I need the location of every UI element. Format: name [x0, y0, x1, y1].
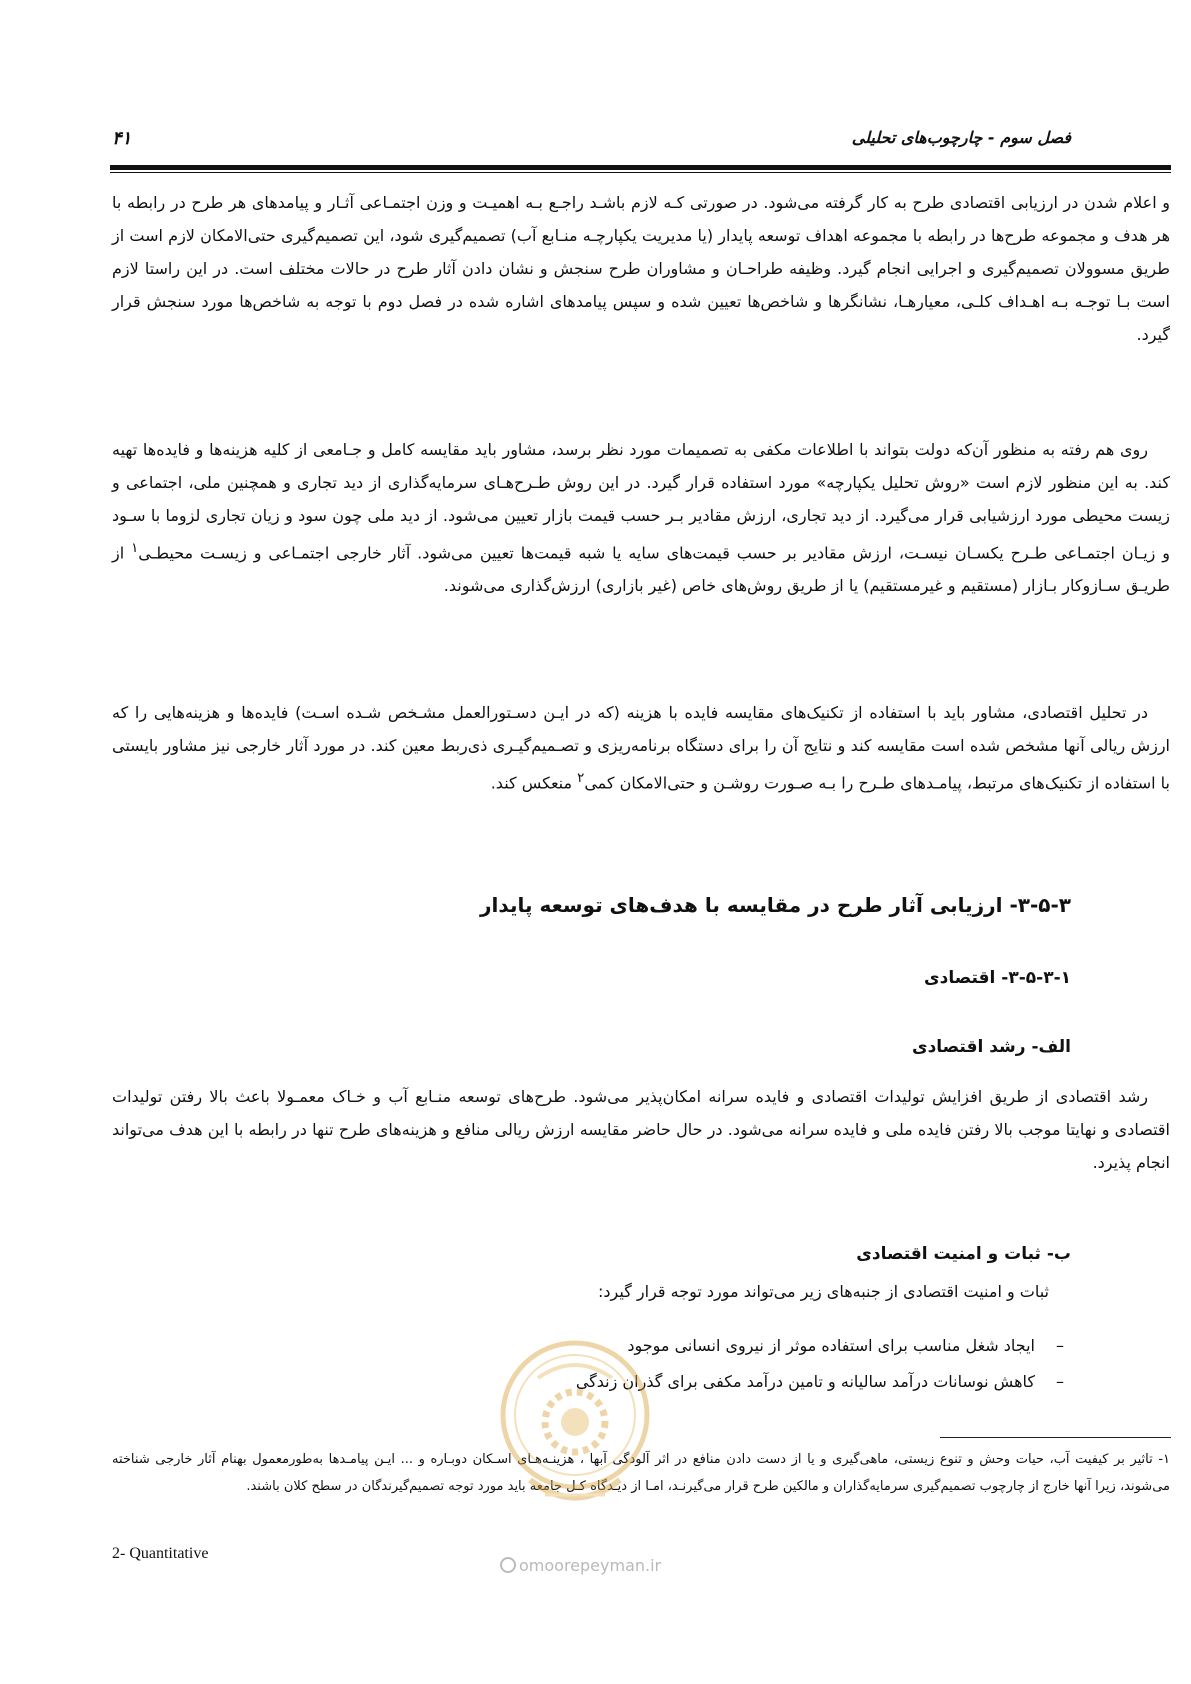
bullet-text: کاهش نوسانات درآمد سالیانه و تامین درآمد مکفی برای گذران زندگی — [575, 1372, 1035, 1391]
footnote-1: ۱- تاثیر بر کیفیت آب، حیات وحش و تنوع زیستی، ماهی‌گیری و یا از دست دادن منافع در اثر آلودگی آبها ، هزینـه‌هـای اسـکان دوبـاره و ... ایـن پیامـدها به‌طورمعمول بهنام آثار خارجی شناخته می‌شوند، زیرا آنها خارج از چارچوب تصمیم‌گیری سرمایه‌گذاران و مالکین طرح قرار می‌گیرنـد، امـا از دیـدگاه کـل جامعه باید مورد توجه تصمیم‌گیرندگان در سطح کلان باشند. — [112, 1452, 1170, 1494]
watermark-seal-logo — [490, 1330, 660, 1530]
paragraph-3-part-1: در تحلیل اقتصادی، مشاور باید با استفاده از تکنیک‌های مقایسه فایده با هزینه (که در ایـن دسـتورالعمل مشـخص شـده اسـت) فایده‌ها و هزینه‌هایی را که ارزش ریالی آنها مشخص شده است مقایسه کند و نتایج آن را برای دستگاه برنامه‌ریزی و تصـمیم‌گیـری ذی‌ربط معین کند. در مورد آثار خارجی نیز مشاور بایستی با استفاده از تکنیک‌های مرتبط، پیامـدهای طـرح را بـه صـورت روشـن و حتی‌الامکان کمی — [112, 703, 1170, 793]
footnote-ref-2: ۲ — [577, 771, 585, 786]
paragraph-2-part-2: از طریـق سـازوکار بـازار (مستقیم و غیرمستقیم) یا از طریق روش‌های خاص (غیر بازاری) ارزش‌گذاری می‌شوند. — [112, 543, 1170, 596]
bullet-text: ایجاد شغل مناسب برای استفاده موثر از نیروی انسانی موجود — [627, 1336, 1035, 1355]
watermark-url — [500, 1556, 661, 1575]
running-header-title: فصل سوم - چارچوب‌های تحلیلی — [851, 128, 1071, 147]
page-number: ۴۱ — [112, 128, 132, 149]
footnote-2: 2- Quantitative — [112, 1545, 209, 1562]
paragraph-1: و اعلام شدن در ارزیابی اقتصادی طرح به کار گرفته می‌شود. در صورتی کـه لازم باشـد راجـع بـه اهمیـت و وزن اجتمـاعی آثـار و پیامدهای هر طرح در رابطه با هر هدف و مجموعه طرح‌ها در رابطه با مجموعه اهداف توسعه پایدار (یا مدیریت یکپارچـه منـابع آب) تصمیم‌گیری شود، این تصمیم‌گیری حتی‌الامکان لازم است از طریق مسوولان تصمیم‌گیری و اجرایی انجام گیرد. وظیفه طراحـان و مشاوران طرح سنجش و نشان دادن آثار طرح در حالات مختلف است. در این راستا لازم است بـا توجـه بـه اهـداف کلـی، معیارهـا، نشانگرها و شاخص‌ها تعیین شده و سپس پیامدهای اشاره شده در فصل دوم با توجه به شاخص‌ها مورد سنجش قرار گیرد. — [112, 193, 1170, 344]
section-heading: ۳-۵-۳- ارزیابی آثار طرح در مقایسه با هدف‌های توسعه پایدار — [480, 893, 1071, 917]
paragraph-2 — [112, 433, 1170, 602]
header-rule-thin — [110, 172, 1171, 173]
globe-icon — [500, 1557, 516, 1573]
part-a-heading: الف- رشد اقتصادی — [911, 1037, 1071, 1057]
bullet-dash: – — [1056, 1336, 1064, 1355]
part-b-heading: ب- ثبات و امنیت اقتصادی — [856, 1244, 1071, 1264]
footnote-ref-1: ۱ — [131, 541, 139, 556]
footnote-separator — [940, 1437, 1171, 1438]
paragraph-3 — [112, 696, 1170, 799]
part-a-paragraph: رشد اقتصادی از طریق افزایش تولیدات اقتصادی و فایده سرانه امکان‌پذیر می‌شود. طرح‌های توسعه منـابع آب و خـاک معمـولا باعث بالا رفتن تولیدات اقتصادی و نهایتا موجب بالا رفتن فایده ملی و فایده سرانه می‌شود. در حال حاضر مقایسه ارزش ریالی منافع و هزینه‌های طرح تنها در رابطه با این هدف می‌تواند انجام پذیرد. — [112, 1087, 1170, 1172]
watermark-url-text: omoorepeyman.ir — [519, 1556, 662, 1575]
subsection-heading: ۳-۵-۳-۱- اقتصادی — [924, 968, 1071, 988]
header-rule-thick — [110, 165, 1171, 170]
paragraph-3-part-2: منعکس کند. — [490, 773, 578, 793]
part-b-intro: ثبات و امنیت اقتصادی از جنبه‌های زیر می‌تواند مورد توجه قرار گیرد: — [598, 1282, 1049, 1301]
bullet-dash: – — [1056, 1372, 1064, 1391]
paragraph-2-part-1: روی هم رفته به منظور آن‌که دولت بتواند با اطلاعات مکفی به تصمیمات مورد نظر برسد، مشاور باید مقایسه کامل و جـامعی از کلیه هزینه‌ها و فایده‌ها تهیه کند. به این منظور لازم است «روش تحلیل یکپارچه» مورد استفاده قرار گیرد. در این روش طـرح‌هـای سرمایه‌گذاری از دید تجاری و همچنین ملی، اجتماعی و زیست محیطی مورد ارزشیابی قرار می‌گیرد. از دید تجاری، ارزش مقادیر بـر حسب قیمت بازار تعیین می‌شود. از دید ملی چون سود و زیان تجاری لزوما با سـود و زیـان اجتمـاعی طـرح یکسـان نیسـت، ارزش مقادیر بر حسب قیمت‌های سایه یا شبه قیمت‌ها تعیین می‌شود. آثار خارجی اجتمـاعی و زیسـت محیطـی — [112, 440, 1170, 563]
